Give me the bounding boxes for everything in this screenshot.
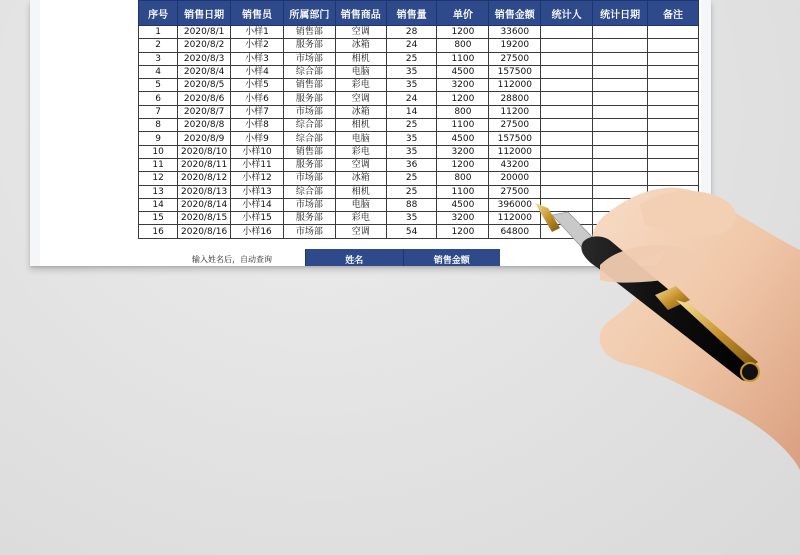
table-cell[interactable] bbox=[648, 52, 699, 65]
table-cell[interactable]: 市场部 bbox=[284, 172, 336, 185]
table-cell[interactable] bbox=[593, 158, 648, 171]
table-cell[interactable]: 冰箱 bbox=[335, 39, 386, 52]
table-row bbox=[139, 65, 699, 78]
table-cell[interactable]: 8 bbox=[139, 119, 178, 132]
table-cell[interactable]: 空调 bbox=[335, 225, 386, 238]
table-cell[interactable]: 28 bbox=[386, 26, 437, 39]
column-header: 销售商品 bbox=[335, 1, 386, 26]
table-cell[interactable]: 冰箱 bbox=[335, 172, 386, 185]
table-cell[interactable]: 2020/8/8 bbox=[178, 119, 231, 132]
table-cell[interactable]: 1200 bbox=[437, 26, 489, 39]
table-cell[interactable]: 2020/8/11 bbox=[178, 158, 231, 171]
table-cell[interactable]: 1100 bbox=[437, 119, 489, 132]
table-cell[interactable] bbox=[541, 225, 593, 238]
column-header: 统计日期 bbox=[593, 1, 648, 26]
table-row bbox=[139, 212, 699, 225]
table-cell[interactable]: 服务部 bbox=[284, 158, 336, 171]
table-cell[interactable] bbox=[541, 79, 593, 92]
table-cell[interactable]: 小样3 bbox=[231, 52, 284, 65]
table-cell[interactable]: 4500 bbox=[437, 132, 489, 145]
table-cell[interactable]: 2020/8/9 bbox=[178, 132, 231, 145]
table-cell[interactable]: 157500 bbox=[489, 65, 541, 78]
table-cell[interactable] bbox=[541, 26, 593, 39]
table-cell[interactable] bbox=[593, 225, 648, 238]
table-cell[interactable]: 27500 bbox=[489, 185, 541, 198]
table-cell[interactable]: 3200 bbox=[437, 79, 489, 92]
table-cell[interactable]: 小样10 bbox=[231, 145, 284, 158]
table-cell[interactable]: 小样5 bbox=[231, 79, 284, 92]
table-cell[interactable] bbox=[541, 39, 593, 52]
table-cell[interactable]: 市场部 bbox=[284, 52, 336, 65]
table-cell[interactable]: 396000 bbox=[489, 198, 541, 211]
table-row bbox=[139, 119, 699, 132]
table-cell[interactable]: 25 bbox=[386, 52, 437, 65]
table-cell[interactable]: 14 bbox=[139, 198, 178, 211]
table-cell[interactable]: 空调 bbox=[335, 92, 386, 105]
column-header: 销售员 bbox=[231, 1, 284, 26]
table-cell[interactable]: 9 bbox=[139, 132, 178, 145]
table-cell[interactable]: 11 bbox=[139, 158, 178, 171]
table-cell[interactable]: 19200 bbox=[489, 39, 541, 52]
table-row bbox=[139, 26, 699, 39]
table-cell[interactable]: 2020/8/2 bbox=[178, 39, 231, 52]
table-cell[interactable]: 33600 bbox=[489, 26, 541, 39]
table-cell[interactable]: 小样9 bbox=[231, 132, 284, 145]
table-cell[interactable] bbox=[541, 132, 593, 145]
table-cell[interactable]: 2020/8/7 bbox=[178, 105, 231, 118]
table-cell[interactable]: 11200 bbox=[489, 105, 541, 118]
table-cell[interactable]: 电脑 bbox=[335, 198, 386, 211]
table-row bbox=[139, 52, 699, 65]
table-cell[interactable]: 2020/8/12 bbox=[178, 172, 231, 185]
table-cell[interactable] bbox=[593, 26, 648, 39]
table-cell[interactable] bbox=[593, 105, 648, 118]
column-header: 备注 bbox=[648, 1, 699, 26]
table-cell[interactable]: 4 bbox=[139, 65, 178, 78]
table-cell[interactable]: 64800 bbox=[489, 225, 541, 238]
table-cell[interactable]: 800 bbox=[437, 105, 489, 118]
table-cell[interactable]: 6 bbox=[139, 92, 178, 105]
table-cell[interactable]: 彩电 bbox=[335, 79, 386, 92]
table-cell[interactable]: 小样1 bbox=[231, 26, 284, 39]
table-cell[interactable]: 2020/8/5 bbox=[178, 79, 231, 92]
table-cell[interactable]: 小样14 bbox=[231, 198, 284, 211]
lookup-header bbox=[305, 249, 500, 266]
table-cell[interactable]: 27500 bbox=[489, 52, 541, 65]
table-cell[interactable]: 服务部 bbox=[284, 92, 336, 105]
table-cell[interactable]: 35 bbox=[386, 132, 437, 145]
table-cell[interactable] bbox=[648, 105, 699, 118]
table-cell[interactable]: 小样4 bbox=[231, 65, 284, 78]
table-cell[interactable]: 27500 bbox=[489, 119, 541, 132]
table-cell[interactable]: 25 bbox=[386, 185, 437, 198]
table-cell[interactable]: 小样8 bbox=[231, 119, 284, 132]
table-row bbox=[139, 145, 699, 158]
table-cell[interactable]: 市场部 bbox=[284, 198, 336, 211]
table-cell[interactable]: 相机 bbox=[335, 52, 386, 65]
table-cell[interactable]: 2020/8/4 bbox=[178, 65, 231, 78]
table-cell[interactable]: 35 bbox=[386, 65, 437, 78]
column-header: 销售量 bbox=[386, 1, 437, 26]
table-cell[interactable]: 1100 bbox=[437, 52, 489, 65]
table-cell[interactable] bbox=[541, 92, 593, 105]
table-cell[interactable]: 1200 bbox=[437, 92, 489, 105]
table-cell[interactable]: 空调 bbox=[335, 26, 386, 39]
table-cell[interactable]: 彩电 bbox=[335, 145, 386, 158]
table-cell[interactable]: 2020/8/16 bbox=[178, 225, 231, 238]
table-cell[interactable] bbox=[593, 185, 648, 198]
table-cell[interactable] bbox=[541, 145, 593, 158]
table-cell[interactable] bbox=[593, 198, 648, 211]
table-row bbox=[139, 172, 699, 185]
table-cell[interactable] bbox=[648, 132, 699, 145]
table-cell[interactable]: 冰箱 bbox=[335, 105, 386, 118]
table-cell[interactable] bbox=[648, 39, 699, 52]
table-cell[interactable]: 1100 bbox=[437, 185, 489, 198]
table-cell[interactable] bbox=[541, 119, 593, 132]
table-cell[interactable] bbox=[593, 92, 648, 105]
table-cell[interactable] bbox=[648, 65, 699, 78]
table-cell[interactable]: 市场部 bbox=[284, 225, 336, 238]
table-row bbox=[139, 158, 699, 171]
table-cell[interactable] bbox=[648, 119, 699, 132]
table-cell[interactable]: 1200 bbox=[437, 225, 489, 238]
table-header-row bbox=[139, 1, 699, 26]
table-cell[interactable]: 小样2 bbox=[231, 39, 284, 52]
table-cell[interactable] bbox=[648, 158, 699, 171]
table-cell[interactable]: 2020/8/6 bbox=[178, 92, 231, 105]
table-cell[interactable]: 16 bbox=[139, 225, 178, 238]
table-cell[interactable]: 36 bbox=[386, 158, 437, 171]
table-cell[interactable]: 综合部 bbox=[284, 119, 336, 132]
table-cell[interactable]: 综合部 bbox=[284, 65, 336, 78]
table-cell[interactable] bbox=[648, 225, 699, 238]
table-cell[interactable] bbox=[648, 145, 699, 158]
table-cell[interactable] bbox=[648, 212, 699, 225]
table-cell[interactable]: 2020/8/10 bbox=[178, 145, 231, 158]
table-cell[interactable]: 4500 bbox=[437, 65, 489, 78]
column-header: 序号 bbox=[139, 1, 178, 26]
table-cell[interactable]: 15 bbox=[139, 212, 178, 225]
lookup-note: 输入姓名后，自动查询 bbox=[192, 255, 272, 264]
table-cell[interactable] bbox=[648, 92, 699, 105]
table-cell[interactable] bbox=[648, 172, 699, 185]
table-cell[interactable]: 4500 bbox=[437, 198, 489, 211]
table-cell[interactable]: 800 bbox=[437, 172, 489, 185]
table-cell[interactable]: 7 bbox=[139, 105, 178, 118]
column-header: 销售金额 bbox=[489, 1, 541, 26]
table-cell[interactable]: 2020/8/13 bbox=[178, 185, 231, 198]
table-cell[interactable]: 25 bbox=[386, 172, 437, 185]
table-cell[interactable] bbox=[593, 145, 648, 158]
table-cell[interactable]: 20000 bbox=[489, 172, 541, 185]
table-cell[interactable]: 157500 bbox=[489, 132, 541, 145]
table-cell[interactable] bbox=[541, 172, 593, 185]
table-cell[interactable]: 电脑 bbox=[335, 132, 386, 145]
table-cell[interactable] bbox=[541, 52, 593, 65]
table-cell[interactable]: 服务部 bbox=[284, 212, 336, 225]
table-row bbox=[139, 185, 699, 198]
table-cell[interactable] bbox=[541, 185, 593, 198]
table-cell[interactable]: 小样7 bbox=[231, 105, 284, 118]
table-cell[interactable] bbox=[541, 105, 593, 118]
table-cell[interactable]: 3200 bbox=[437, 212, 489, 225]
table-cell[interactable]: 小样11 bbox=[231, 158, 284, 171]
column-header: 销售日期 bbox=[178, 1, 231, 26]
table-cell[interactable]: 5 bbox=[139, 79, 178, 92]
table-cell[interactable]: 2020/8/15 bbox=[178, 212, 231, 225]
table-cell[interactable] bbox=[648, 26, 699, 39]
table-cell[interactable]: 43200 bbox=[489, 158, 541, 171]
column-header: 所属部门 bbox=[284, 1, 336, 26]
table-cell[interactable]: 相机 bbox=[335, 185, 386, 198]
table-row bbox=[139, 225, 699, 238]
table-cell[interactable]: 1200 bbox=[437, 158, 489, 171]
table-cell[interactable]: 88 bbox=[386, 198, 437, 211]
table-cell[interactable] bbox=[648, 79, 699, 92]
table-cell[interactable]: 相机 bbox=[335, 119, 386, 132]
table-cell[interactable] bbox=[648, 198, 699, 211]
table-cell[interactable]: 112000 bbox=[489, 145, 541, 158]
table-row bbox=[139, 92, 699, 105]
table-cell[interactable] bbox=[593, 52, 648, 65]
table-cell[interactable]: 小样12 bbox=[231, 172, 284, 185]
table-cell[interactable]: 112000 bbox=[489, 79, 541, 92]
table-cell[interactable]: 空调 bbox=[335, 158, 386, 171]
table-cell[interactable]: 35 bbox=[386, 79, 437, 92]
table-cell[interactable]: 35 bbox=[386, 145, 437, 158]
table-row bbox=[139, 198, 699, 211]
lookup-header-amount: 销售金额 bbox=[403, 249, 501, 266]
table-cell[interactable] bbox=[593, 172, 648, 185]
table-row bbox=[139, 39, 699, 52]
table-cell[interactable]: 小样16 bbox=[231, 225, 284, 238]
table-cell[interactable]: 3 bbox=[139, 52, 178, 65]
sales-table bbox=[138, 0, 699, 239]
table-cell[interactable]: 销售部 bbox=[284, 145, 336, 158]
table-cell[interactable] bbox=[541, 158, 593, 171]
table-cell[interactable] bbox=[593, 119, 648, 132]
table-cell[interactable] bbox=[593, 65, 648, 78]
table-cell[interactable] bbox=[648, 185, 699, 198]
table-cell[interactable]: 综合部 bbox=[284, 185, 336, 198]
table-cell[interactable]: 12 bbox=[139, 172, 178, 185]
table-cell[interactable]: 2 bbox=[139, 39, 178, 52]
table-cell[interactable]: 销售部 bbox=[284, 26, 336, 39]
table-cell[interactable] bbox=[541, 65, 593, 78]
table-cell[interactable]: 销售部 bbox=[284, 79, 336, 92]
column-header: 单价 bbox=[437, 1, 489, 26]
table-cell[interactable]: 35 bbox=[386, 212, 437, 225]
table-cell[interactable]: 综合部 bbox=[284, 132, 336, 145]
column-header: 统计人 bbox=[541, 1, 593, 26]
table-cell[interactable]: 2020/8/14 bbox=[178, 198, 231, 211]
table-row bbox=[139, 105, 699, 118]
table-cell[interactable]: 市场部 bbox=[284, 105, 336, 118]
table-cell[interactable]: 24 bbox=[386, 39, 437, 52]
table-cell[interactable]: 3200 bbox=[437, 145, 489, 158]
lookup-header-name: 姓名 bbox=[305, 249, 403, 266]
table-cell[interactable] bbox=[593, 212, 648, 225]
table-cell[interactable]: 小样15 bbox=[231, 212, 284, 225]
table-cell[interactable] bbox=[541, 198, 593, 211]
table-cell[interactable]: 2020/8/1 bbox=[178, 26, 231, 39]
table-cell[interactable]: 电脑 bbox=[335, 65, 386, 78]
table-cell[interactable]: 112000 bbox=[489, 212, 541, 225]
table-cell[interactable]: 28800 bbox=[489, 92, 541, 105]
table-cell[interactable] bbox=[593, 79, 648, 92]
table-cell[interactable]: 10 bbox=[139, 145, 178, 158]
table-cell[interactable]: 1 bbox=[139, 26, 178, 39]
table-cell[interactable]: 2020/8/3 bbox=[178, 52, 231, 65]
table-cell[interactable]: 14 bbox=[386, 105, 437, 118]
table-cell[interactable]: 服务部 bbox=[284, 39, 336, 52]
table-cell[interactable] bbox=[593, 132, 648, 145]
table-body bbox=[139, 26, 699, 239]
table-cell[interactable]: 小样6 bbox=[231, 92, 284, 105]
table-row bbox=[139, 79, 699, 92]
table-cell[interactable]: 小样13 bbox=[231, 185, 284, 198]
table-cell[interactable] bbox=[593, 39, 648, 52]
table-cell[interactable]: 800 bbox=[437, 39, 489, 52]
table-row bbox=[139, 132, 699, 145]
spreadsheet-page bbox=[30, 0, 711, 266]
table-cell[interactable]: 彩电 bbox=[335, 212, 386, 225]
table-cell[interactable]: 24 bbox=[386, 92, 437, 105]
table-cell[interactable]: 25 bbox=[386, 119, 437, 132]
table-cell[interactable]: 54 bbox=[386, 225, 437, 238]
table-cell[interactable] bbox=[541, 212, 593, 225]
table-cell[interactable]: 13 bbox=[139, 185, 178, 198]
